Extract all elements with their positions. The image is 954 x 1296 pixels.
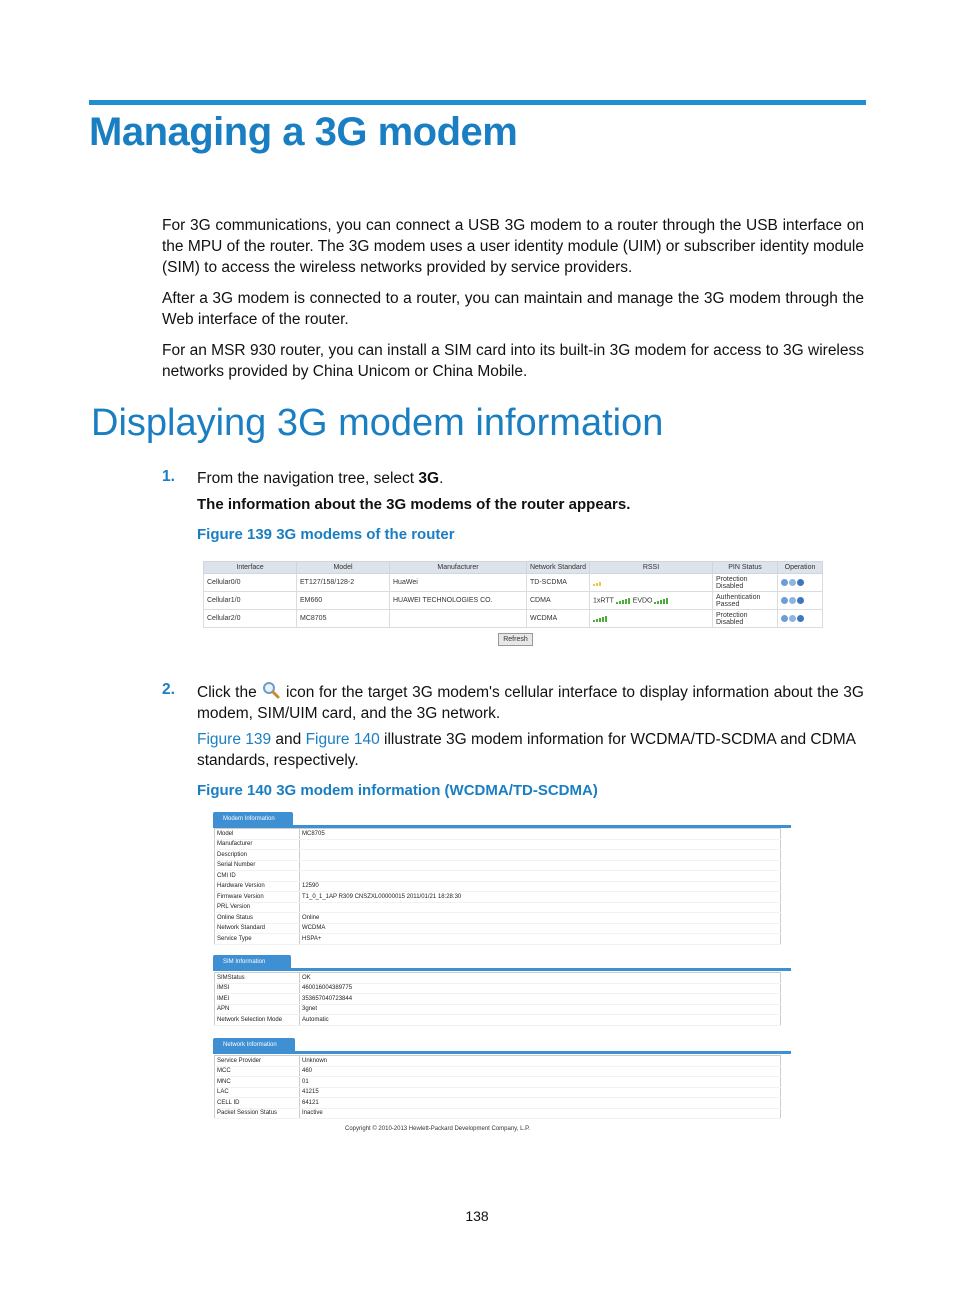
sim-info-tab: SIM Information <box>213 955 291 969</box>
col-network-standard: Network Standard <box>527 562 590 574</box>
magnifier-icon <box>261 680 281 700</box>
modem-info-tab: Modem Information <box>213 812 293 826</box>
cell-rssi <box>590 592 713 610</box>
col-pin-status: PIN Status <box>713 562 778 574</box>
info-key: APN <box>215 1004 300 1015</box>
info-value <box>300 860 781 871</box>
magnifier-icon[interactable] <box>781 579 788 586</box>
cell-interface: Cellular2/0 <box>204 610 297 628</box>
cell-manufacturer: HuaWei <box>390 574 527 592</box>
figure-139-screenshot <box>203 561 823 649</box>
info-key: Service Type <box>215 934 300 945</box>
pin-status-line2: Passed <box>716 600 740 608</box>
figure-139-caption: Figure 139 3G modems of the router <box>197 526 455 543</box>
cell-operation <box>778 574 823 592</box>
figure-140-link[interactable]: Figure 140 <box>305 731 380 748</box>
info-value <box>300 839 781 850</box>
info-row <box>215 983 781 994</box>
cell-standard: TD-SCDMA <box>527 574 590 592</box>
settings-icon[interactable] <box>797 597 804 604</box>
magnifier-icon[interactable] <box>781 597 788 604</box>
info-key: Model <box>215 829 300 840</box>
info-value: HSPA+ <box>300 934 781 945</box>
col-manufacturer: Manufacturer <box>390 562 527 574</box>
info-value: 12590 <box>300 881 781 892</box>
step-2-rest: illustrate 3G modem information for WCDMA/TD-SCDMA and CDMA standards, respectively. <box>197 731 856 769</box>
step-2-post: icon for the target 3G modem's cellular interface to display information about the 3G modem, SIM/UIM card, and the 3G network. <box>197 684 864 722</box>
info-value <box>300 871 781 882</box>
intro-paragraph-3: For an MSR 930 router, you can install a SIM card into its built-in 3G modem for access to 3G wireless networks provided by China Unicom or China Mobile. <box>162 342 864 380</box>
table-row <box>204 610 823 628</box>
info-key: CMI ID <box>215 871 300 882</box>
settings-icon[interactable] <box>797 615 804 622</box>
info-row <box>215 973 781 984</box>
info-value: Unknown <box>300 1056 781 1067</box>
info-value: Inactive <box>300 1108 781 1119</box>
figure-139-link[interactable]: Figure 139 <box>197 731 272 748</box>
cell-model: EM660 <box>297 592 390 610</box>
info-key: MNC <box>215 1077 300 1088</box>
step-2-pre: Click the <box>197 684 257 701</box>
intro-paragraph-1: For 3G communications, you can connect a USB 3G modem to a router through the USB interface on the MPU of the router. The 3G modem uses a user identity module (UIM) or subscriber identity module (SIM) to access the wireless networks provided by service providers. <box>162 217 864 276</box>
step-2-number: 2. <box>162 681 175 698</box>
step-2-and: and <box>271 731 306 748</box>
step-2-figure-reference <box>197 729 864 771</box>
info-row <box>215 1004 781 1015</box>
network-info-tab: Network Information <box>213 1038 295 1052</box>
cell-model: ET127/158/128-2 <box>297 574 390 592</box>
page-number: 138 <box>465 1208 489 1224</box>
sim-info-table <box>214 972 781 1026</box>
info-row <box>215 839 781 850</box>
pin-status-line2: Disabled <box>716 618 744 626</box>
info-row <box>215 850 781 861</box>
info-value: Online <box>300 913 781 924</box>
info-key: Manufacturer <box>215 839 300 850</box>
info-key: Firmware Version <box>215 892 300 903</box>
info-key: CELL ID <box>215 1098 300 1109</box>
info-value <box>300 902 781 913</box>
step-1-text <box>197 468 864 489</box>
edit-icon[interactable] <box>789 615 796 622</box>
figure-140-screenshot <box>203 812 813 1142</box>
rssi-label-evdo: EVDO <box>632 597 653 605</box>
copyright: Copyright © 2010-2013 Hewlett-Packard Development Company, L.P. <box>345 1126 530 1132</box>
info-key: PRL Version <box>215 902 300 913</box>
magnifier-icon[interactable] <box>781 615 788 622</box>
info-value: 460 <box>300 1066 781 1077</box>
cell-pin-status <box>713 610 778 628</box>
info-value: 460016004389775 <box>300 983 781 994</box>
signal-bars-icon <box>593 579 602 586</box>
info-row <box>215 860 781 871</box>
rssi-label-1xrtt: 1xRTT <box>593 597 614 605</box>
info-row <box>215 913 781 924</box>
info-key: Hardware Version <box>215 881 300 892</box>
network-info-divider <box>213 1051 791 1054</box>
info-value: 01 <box>300 1077 781 1088</box>
info-row <box>215 1108 781 1119</box>
info-value: T1_0_1_1AP R309 CNSZXL00000015 2011/01/21 18:28:30 <box>300 892 781 903</box>
info-row <box>215 1077 781 1088</box>
cell-operation <box>778 610 823 628</box>
table-row <box>204 574 823 592</box>
info-value: WCDMA <box>300 923 781 934</box>
info-row <box>215 902 781 913</box>
step-1-result: The information about the 3G modems of the router appears. <box>197 496 631 513</box>
cell-operation <box>778 592 823 610</box>
modem-table <box>203 561 823 628</box>
cell-interface: Cellular0/0 <box>204 574 297 592</box>
info-row <box>215 892 781 903</box>
modem-info-table <box>214 828 781 945</box>
info-key: Packet Session Status <box>215 1108 300 1119</box>
step-1-post: . <box>439 470 444 487</box>
col-interface: Interface <box>204 562 297 574</box>
info-value: 353657040723844 <box>300 994 781 1005</box>
edit-icon[interactable] <box>789 579 796 586</box>
info-row <box>215 871 781 882</box>
section-title: Displaying 3G modem information <box>91 402 664 444</box>
info-row <box>215 1087 781 1098</box>
info-value: OK <box>300 973 781 984</box>
info-row <box>215 1098 781 1109</box>
pin-status-line2: Disabled <box>716 582 744 590</box>
info-key: MCC <box>215 1066 300 1077</box>
info-row <box>215 1066 781 1077</box>
info-value <box>300 850 781 861</box>
figure-140-caption: Figure 140 3G modem information (WCDMA/TD-SCDMA) <box>197 782 598 799</box>
edit-icon[interactable] <box>789 597 796 604</box>
signal-bars-icon <box>616 597 631 604</box>
info-key: Service Provider <box>215 1056 300 1067</box>
col-model: Model <box>297 562 390 574</box>
step-2-text <box>197 680 864 724</box>
info-value: Automatic <box>300 1015 781 1026</box>
info-row <box>215 994 781 1005</box>
info-key: Network Standard <box>215 923 300 934</box>
step-1-pre: From the navigation tree, select <box>197 470 419 487</box>
col-rssi: RSSI <box>590 562 713 574</box>
cell-manufacturer <box>390 610 527 628</box>
info-row <box>215 934 781 945</box>
cell-standard: WCDMA <box>527 610 590 628</box>
sim-info-divider <box>213 968 791 971</box>
info-value: 41215 <box>300 1087 781 1098</box>
cell-standard: CDMA <box>527 592 590 610</box>
info-row <box>215 923 781 934</box>
info-key: SIMStatus <box>215 973 300 984</box>
info-key: LAC <box>215 1087 300 1098</box>
info-value: MC8705 <box>300 829 781 840</box>
step-1-number: 1. <box>162 468 175 485</box>
info-key: IMSI <box>215 983 300 994</box>
info-row <box>215 1015 781 1026</box>
cell-pin-status <box>713 574 778 592</box>
col-operation: Operation <box>778 562 823 574</box>
pin-status-line1: Authentication <box>716 593 761 601</box>
cell-interface: Cellular1/0 <box>204 592 297 610</box>
info-key: Serial Number <box>215 860 300 871</box>
signal-bars-icon <box>593 615 608 622</box>
cell-manufacturer: HUAWEI TECHNOLOGIES CO. <box>390 592 527 610</box>
info-key: Online Status <box>215 913 300 924</box>
cell-rssi <box>590 610 713 628</box>
info-row <box>215 1056 781 1067</box>
step-1-bold: 3G <box>418 470 440 487</box>
info-key: Description <box>215 850 300 861</box>
cell-model: MC8705 <box>297 610 390 628</box>
info-row <box>215 829 781 840</box>
network-info-table <box>214 1055 781 1119</box>
pin-status-line1: Protection <box>716 611 748 619</box>
info-row <box>215 881 781 892</box>
table-row <box>204 592 823 610</box>
info-key: Network Selection Mode <box>215 1015 300 1026</box>
cell-rssi <box>590 574 713 592</box>
heading-rule <box>89 100 866 105</box>
signal-bars-icon <box>654 597 669 604</box>
page-title: Managing a 3G modem <box>89 110 518 154</box>
info-key: IMEI <box>215 994 300 1005</box>
info-value: 3gnet <box>300 1004 781 1015</box>
pin-status-line1: Protection <box>716 575 748 583</box>
intro-paragraph-2: After a 3G modem is connected to a router, you can maintain and manage the 3G modem through the Web interface of the router. <box>162 290 864 328</box>
settings-icon[interactable] <box>797 579 804 586</box>
cell-pin-status <box>713 592 778 610</box>
refresh-button[interactable]: Refresh <box>498 633 533 646</box>
info-value: 64121 <box>300 1098 781 1109</box>
